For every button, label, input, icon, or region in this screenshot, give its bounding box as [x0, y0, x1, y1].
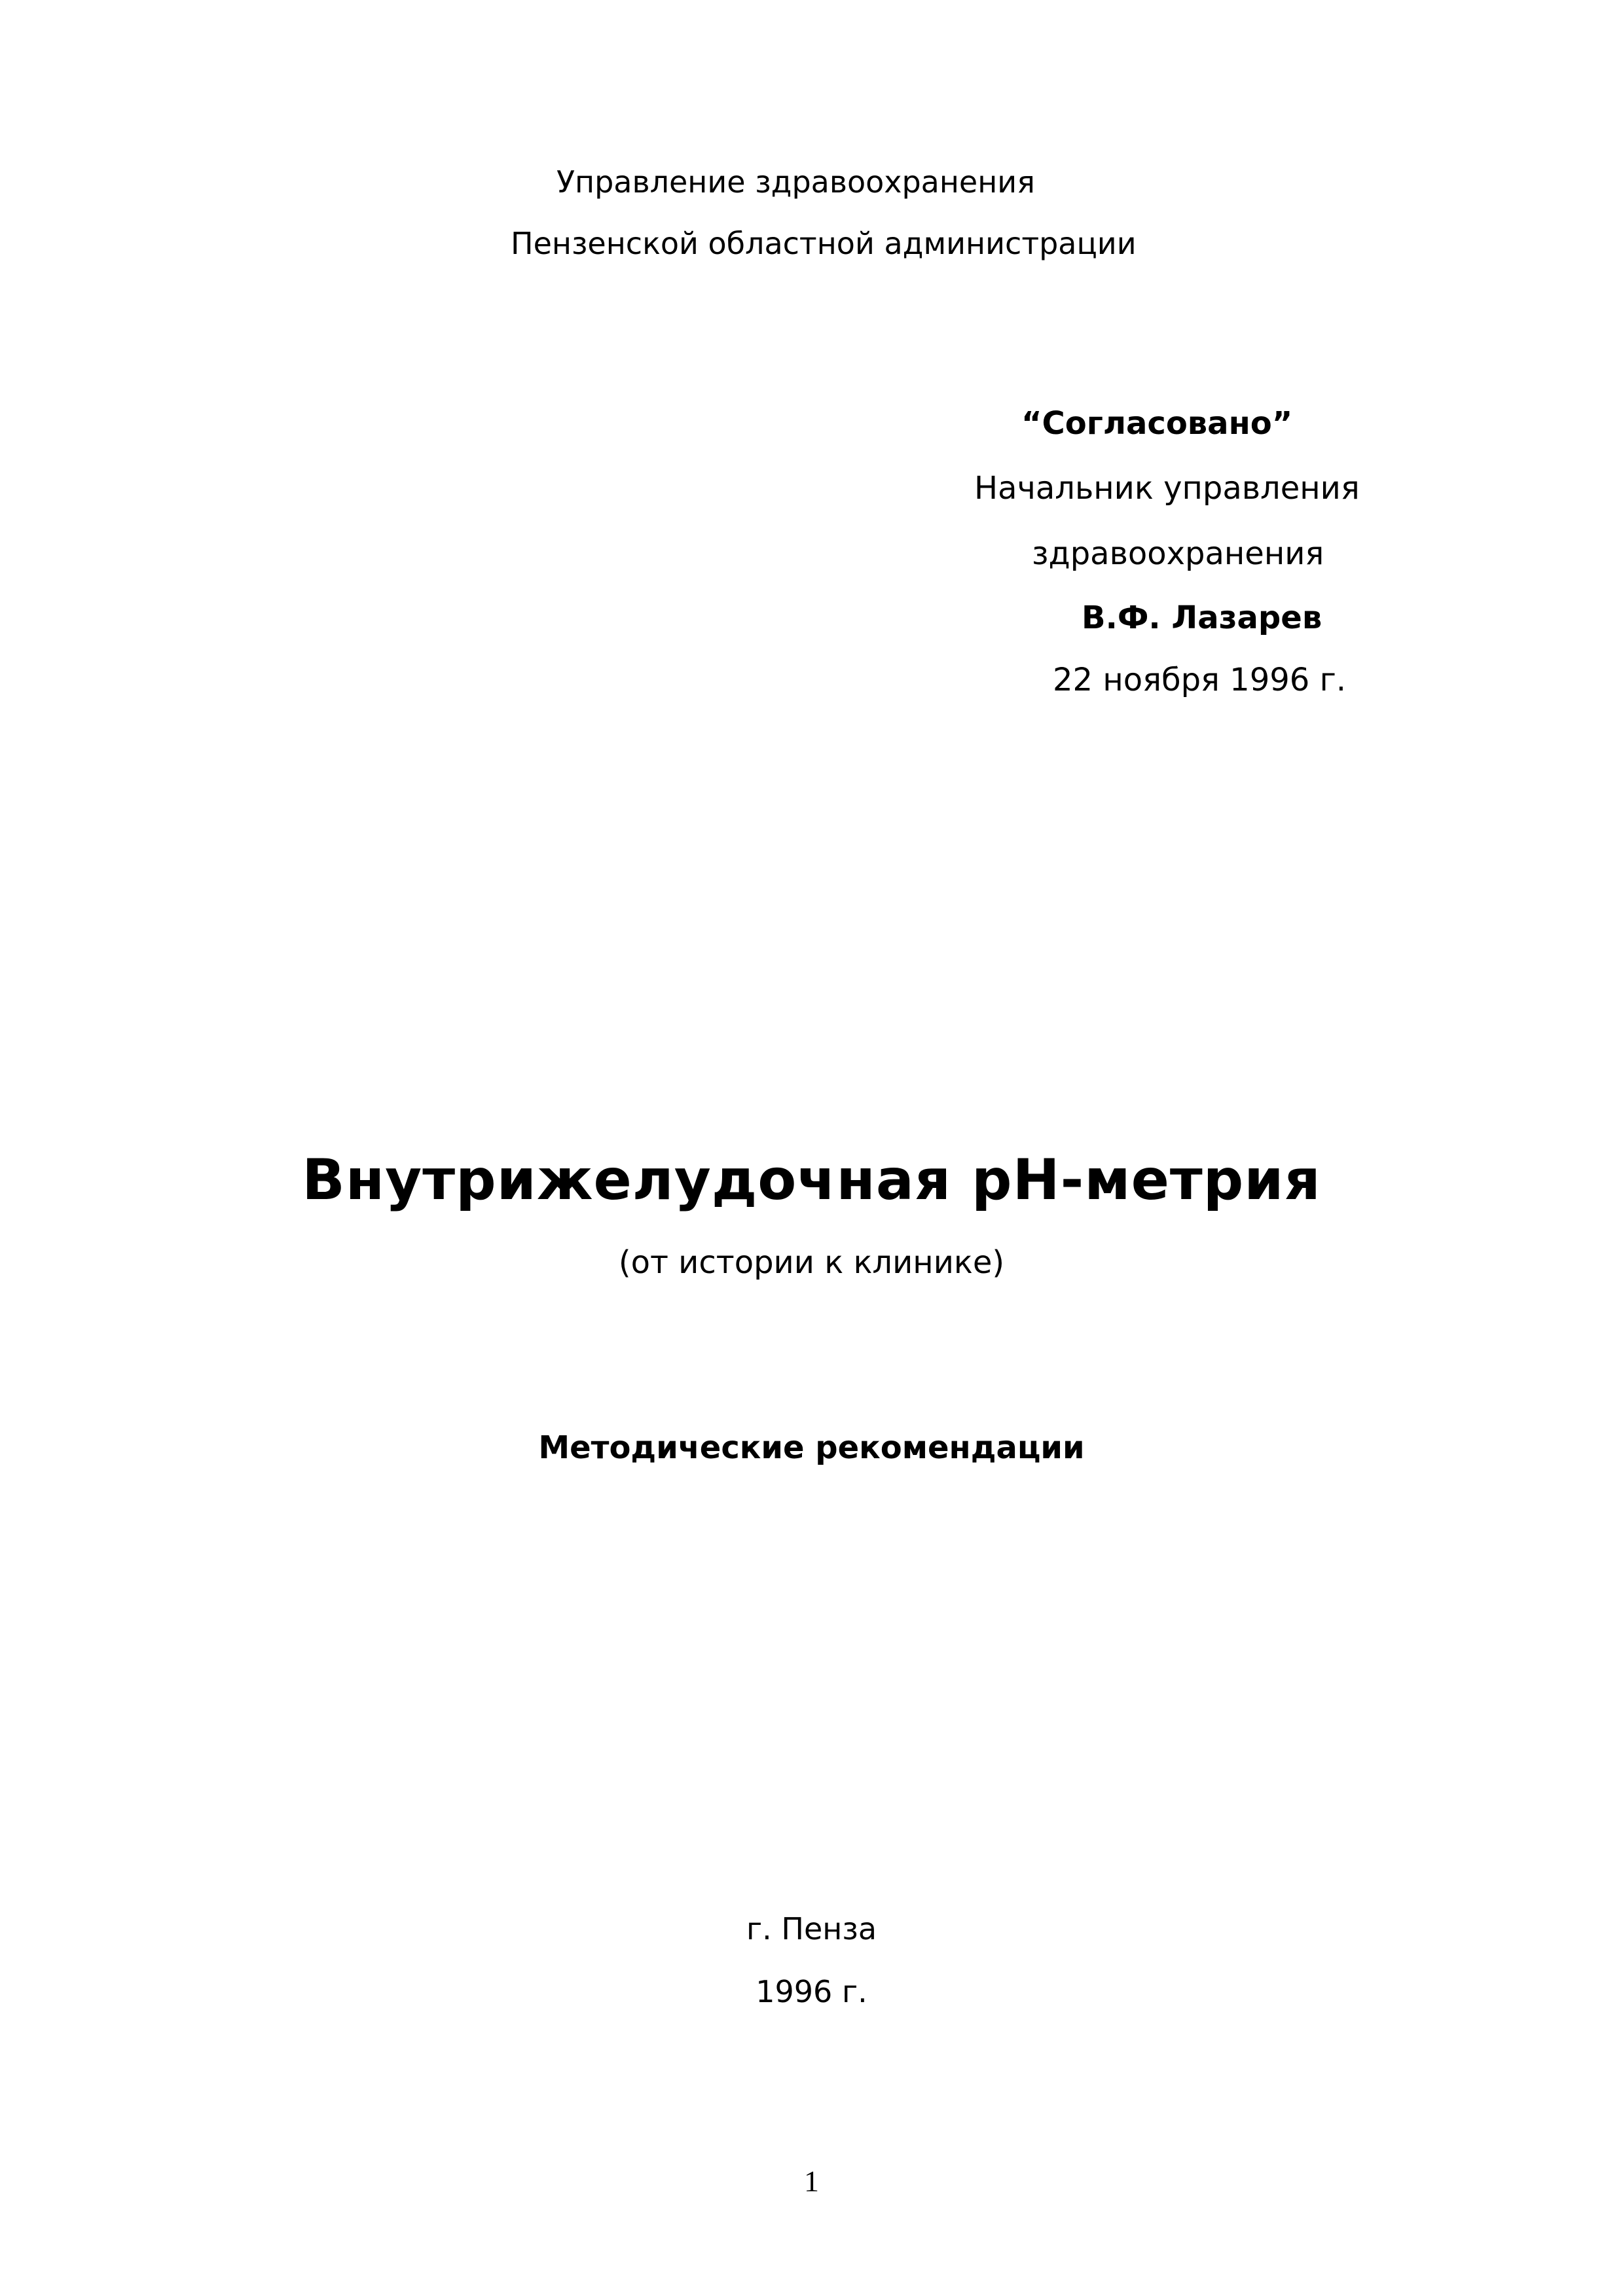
approval-signatory-name: В.Ф. Лазарев: [1082, 600, 1322, 636]
institution-line-1: Управление здравоохранения: [556, 164, 1035, 200]
approval-title: “Согласовано”: [1021, 405, 1293, 442]
document-type: Методические рекомендации: [538, 1429, 1085, 1466]
approval-position-line-2: здравоохранения: [1032, 535, 1324, 572]
approval-position-line-1: Начальник управления: [974, 470, 1360, 507]
publication-year: 1996 г.: [756, 1974, 867, 2009]
document-subtitle: (от истории к клинике): [618, 1244, 1005, 1281]
publication-place: г. Пенза: [746, 1911, 877, 1946]
institution-line-2: Пензенской областной администрации: [511, 226, 1137, 261]
approval-date: 22 ноября 1996 г.: [1053, 662, 1347, 698]
page-number: 1: [804, 2164, 819, 2198]
document-title: Внутрижелудочная pH-метрия: [302, 1147, 1321, 1213]
